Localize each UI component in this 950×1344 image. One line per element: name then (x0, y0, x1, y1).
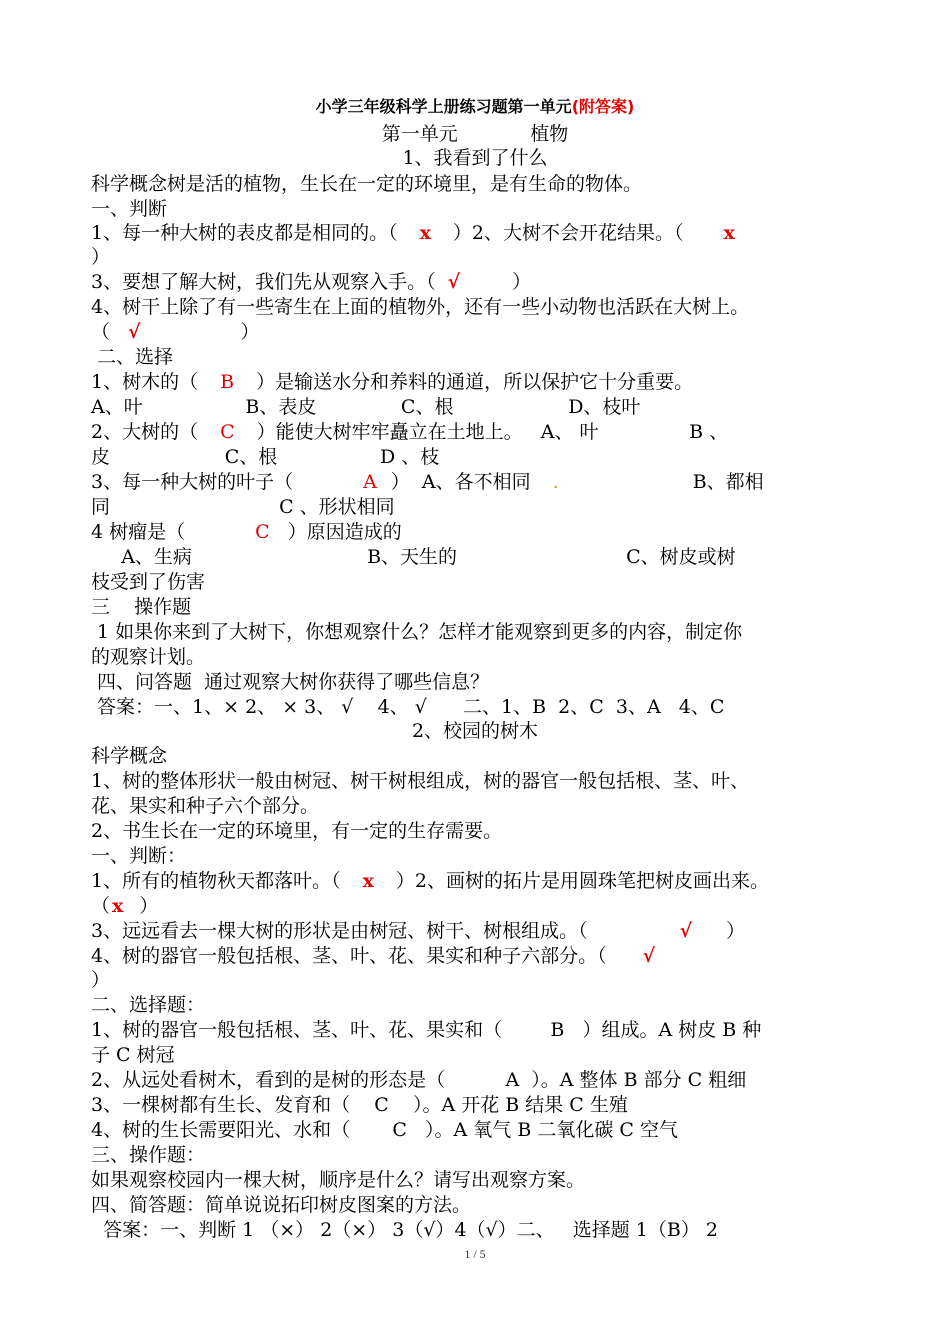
lesson2-choice-4: 4、树的生长需要阳光、水和（ C ）。A 氧气 B 二氧化碳 C 空气 (91, 1119, 678, 1141)
lesson1-choice-4-options-cont: 枝受到了伤害 (91, 571, 206, 593)
lesson1-judge-line1: 1、每一种大树的表皮都是相同的。（ x ）2、大树不会开花结果。（ x (91, 222, 735, 244)
answer-mark: x (419, 222, 431, 244)
answer-mark: C (220, 421, 235, 443)
lesson2-qa-title: 四、简答题：简单说说拓印树皮图案的方法。 (91, 1194, 472, 1216)
lesson2-concept-2: 2、书生长在一定的环境里，有一定的生存需要。 (91, 820, 503, 842)
answer-mark: √ (128, 321, 141, 343)
lesson1-judge-line4-answer: （ √ ） (91, 321, 260, 343)
lesson2-judge-line4: 4、树的器官一般包括根、茎、叶、花、果实和种子六部分。（ √ (91, 945, 656, 967)
lesson1-heading: 1、我看到了什么 (402, 147, 548, 169)
lesson2-heading: 2、校园的树木 (411, 720, 539, 742)
lesson1-choice-title: 二、选择 (91, 346, 174, 368)
lesson2-concept-title: 科学概念 (91, 745, 168, 767)
lesson2-judge-close: ） (91, 969, 111, 991)
lesson2-judge-line2: （ x ） (91, 895, 159, 917)
lesson1-choice-4-options: A、生病 B、天生的 C、树皮或树 (91, 546, 736, 568)
answer-mark: x (112, 895, 124, 917)
lesson2-operation-question: 如果观察校园内一棵大树，顺序是什么？请写出观察方案。 (91, 1169, 586, 1191)
lesson1-operation-question: 1 如果你来到了大树下，你想观察什么？怎样才能观察到更多的内容，制定你 (91, 621, 743, 643)
lesson1-choice-1: 1、树木的（ B ）是输送水分和养料的通道，所以保护它十分重要。 (91, 371, 694, 393)
page-number: 1 / 5 (464, 1247, 486, 1261)
unit-heading: 第一单元 植物 (381, 123, 569, 145)
lesson2-concept-1: 1、树的整体形状一般由树冠、树干树根组成，树的器官一般包括根、茎、叶、 (91, 770, 750, 792)
title-answer-note: (附答案) (571, 97, 635, 116)
answer-mark: √ (679, 920, 693, 942)
lesson1-answer-key: 答案：一、1、× 2、 × 3、 √ 4、 √ 二、1、B 2、C 3、A 4、C (91, 696, 725, 718)
lesson1-judge-line3: 3、要想了解大树，我们先从观察入手。（ √ ） (91, 271, 532, 293)
lesson2-judge-title: 一、判断： (91, 845, 187, 867)
lesson1-judge-title: 一、判断 (91, 198, 168, 220)
lesson1-choice-2: 2、大树的（ C ）能使大树牢牢矗立在土地上。 A、 叶 B 、 (91, 421, 729, 443)
lesson2-operation-title: 三、操作题： (91, 1144, 206, 1166)
lesson1-operation-title: 三 操作题 (91, 596, 192, 618)
lesson1-concept: 科学概念树是活的植物，生长在一定的环境里，是有生命的物体。 (91, 173, 643, 195)
lesson1-judge-close: ） (91, 246, 111, 268)
lesson1-choice-1-options: A、叶 B、表皮 C、根 D、枝叶 (91, 396, 641, 418)
document-title (0, 94, 950, 119)
lesson2-choice-2: 2、从远处看树木，看到的是树的形态是（ A ）。A 整体 B 部分 C 粗细 (91, 1069, 747, 1091)
answer-mark: x (723, 222, 735, 244)
lesson1-choice-3: 3、每一种大树的叶子（ A ） A、各不相同 . B、都相 (91, 471, 764, 493)
lesson2-answer-key: 答案：一、判断 1 （×） 2（×） 3（√）4（√）二、 选择题 1（B） 2 (91, 1219, 718, 1241)
lesson2-choice-1: 1、树的器官一般包括根、茎、叶、花、果实和（ B ）组成。A 树皮 B 种 (91, 1019, 762, 1041)
lesson2-choice-1-cont: 子 C 树冠 (91, 1044, 175, 1066)
answer-mark: x (362, 870, 374, 892)
lesson1-choice-2-options: 皮 C、根 D 、枝 (91, 446, 440, 468)
lesson2-concept-1-cont: 花、果实和种子六个部分。 (91, 795, 320, 817)
answer-mark: A (363, 471, 377, 493)
answer-mark: C (255, 521, 270, 543)
answer-mark: √ (642, 945, 656, 967)
lesson1-qa-title: 四、问答题 通过观察大树你获得了哪些信息？ (91, 671, 490, 693)
title-text: 小学三年级科学上册练习题第一单元 (315, 97, 572, 116)
answer-mark: √ (447, 271, 461, 293)
answer-mark: B (220, 371, 235, 393)
lesson2-choice-3: 3、一棵树都有生长、发育和（ C ）。A 开花 B 结果 C 生殖 (91, 1094, 628, 1116)
lesson1-choice-3-options: 同 C 、形状相同 (91, 496, 395, 518)
lesson1-judge-line4: 4、树干上除了有一些寄生在上面的植物外，还有一些小动物也活跃在大树上。 (91, 296, 750, 318)
lesson2-judge-line3: 3、远远看去一棵大树的形状是由树冠、树干、树根组成。（ √ ） (91, 920, 746, 942)
lesson1-choice-4: 4 树瘤是（ C ）原因造成的 (91, 521, 402, 543)
stray-dot: . (552, 471, 559, 493)
lesson2-judge-line1: 1、所有的植物秋天都落叶。（ x ）2、画树的拓片是用圆珠笔把树皮画出来。 (91, 870, 770, 892)
lesson2-choice-title: 二、选择题： (91, 994, 206, 1016)
lesson1-operation-question-cont: 的观察计划。 (91, 646, 206, 668)
